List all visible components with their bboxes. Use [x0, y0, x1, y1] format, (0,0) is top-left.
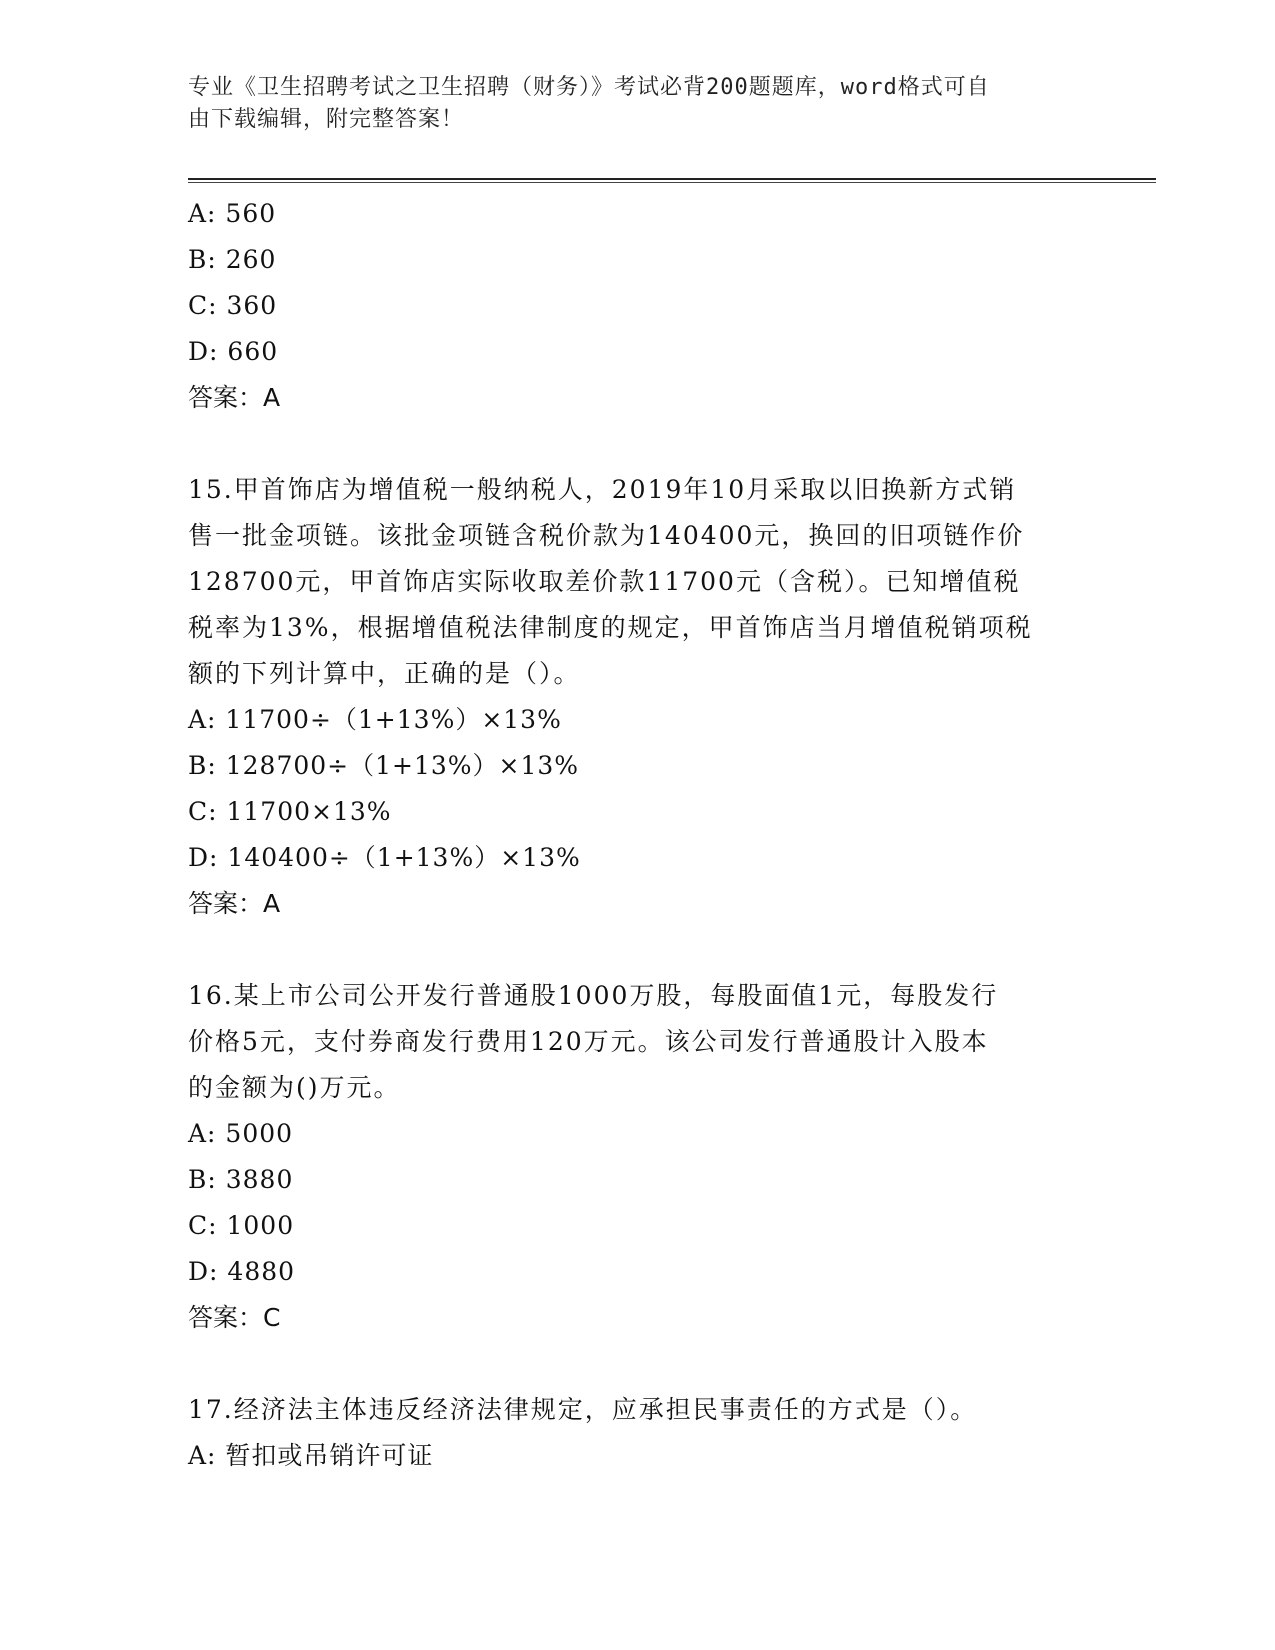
spacer	[188, 421, 1088, 467]
question-15	[188, 467, 1088, 927]
stem-line: 的金额为()万元。	[188, 1073, 401, 1102]
option-a: A: 暂扣或吊销许可证	[188, 1441, 434, 1470]
option-c: C: 1000	[188, 1211, 295, 1240]
header-line-1: 专业《卫生招聘考试之卫生招聘（财务）》考试必背200题题库，word格式可自	[188, 75, 990, 100]
stem-line: 17.经济法主体违反经济法律规定，应承担民事责任的方式是（）。	[188, 1395, 978, 1424]
header-line-2: 由下载编辑，附完整答案！	[188, 107, 465, 132]
spacer	[188, 1341, 1088, 1387]
stem-line: 128700元，甲首饰店实际收取差价款11700元（含税）。已知增值税	[188, 567, 1021, 596]
answer-line: 答案：A	[188, 383, 281, 412]
option-a: A: 5000	[188, 1119, 294, 1148]
answer-line: 答案：A	[188, 889, 281, 918]
stem-line: 售一批金项链。该批金项链含税价款为140400元，换回的旧项链作价	[188, 521, 1025, 550]
option-d: D: 660	[188, 337, 279, 366]
question-stem	[188, 1387, 1088, 1433]
option-a: A: 560	[188, 199, 277, 228]
spacer	[188, 927, 1088, 973]
question-17	[188, 1387, 1088, 1479]
option-a: A: 11700÷（1+13%）×13%	[188, 705, 562, 734]
option-b: B: 260	[188, 245, 277, 274]
option-c: C: 11700×13%	[188, 797, 392, 826]
option-d: D: 140400÷（1+13%）×13%	[188, 843, 581, 872]
question-stem	[188, 467, 1088, 697]
stem-line: 15.甲首饰店为增值税一般纳税人，2019年10月采取以旧换新方式销	[188, 475, 1017, 504]
option-d: D: 4880	[188, 1257, 296, 1286]
question-16	[188, 973, 1088, 1341]
answer-line: 答案：C	[188, 1303, 281, 1332]
stem-line: 税率为13%，根据增值税法律制度的规定，甲首饰店当月增值税销项税	[188, 613, 1033, 642]
question-list	[188, 191, 1088, 1479]
header-divider-thin	[188, 182, 1156, 183]
stem-line: 价格5元，支付券商发行费用120万元。该公司发行普通股计入股本	[188, 1027, 989, 1056]
question-stem	[188, 973, 1088, 1111]
option-b: B: 3880	[188, 1165, 294, 1194]
document-header	[188, 72, 1088, 136]
option-c: C: 360	[188, 291, 278, 320]
stem-line: 额的下列计算中，正确的是（）。	[188, 659, 581, 688]
option-b: B: 128700÷（1+13%）×13%	[188, 751, 580, 780]
question-14	[188, 191, 1088, 421]
header-divider-thick	[188, 178, 1156, 180]
stem-line: 16.某上市公司公开发行普通股1000万股，每股面值1元，每股发行	[188, 981, 999, 1010]
